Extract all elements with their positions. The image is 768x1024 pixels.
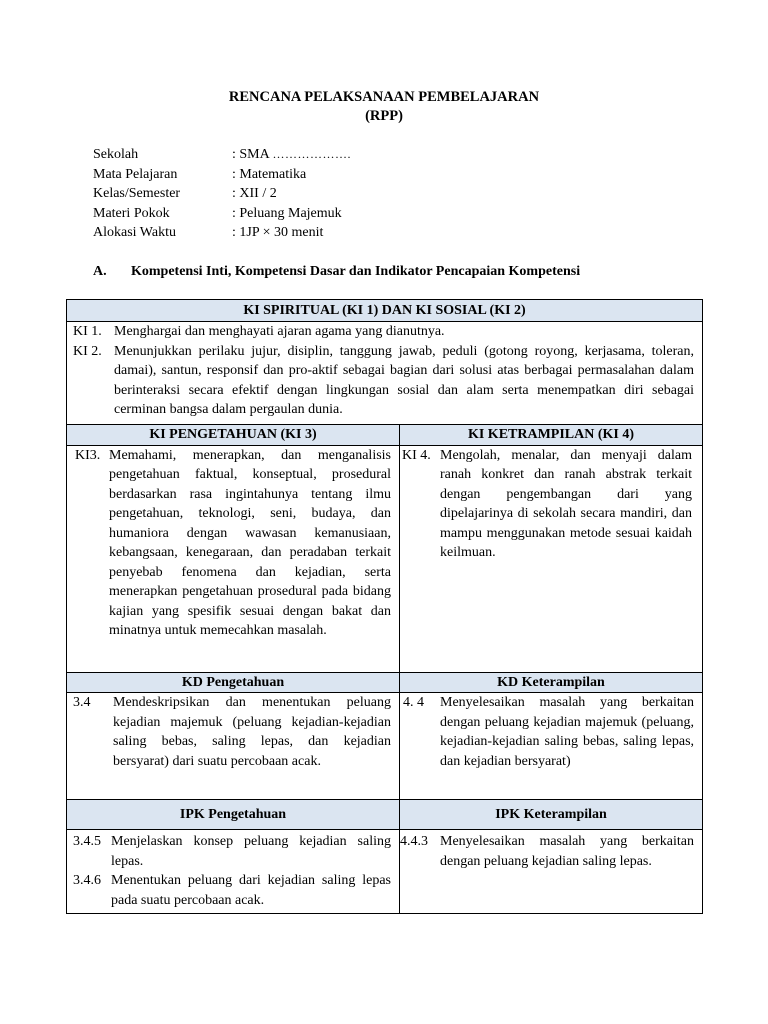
table-row — [67, 445, 703, 672]
table-row — [67, 830, 703, 914]
ki3-item — [75, 446, 391, 641]
document-title — [0, 88, 768, 126]
ki3-text: Memahami, menerapkan, dan menganalisis pengetahuan faktual, konseptual, prosedural berdasarkan rasa ingintahunya tentang ilmu pengetahuan, teknologi, seni, budaya, dan humaniora dengan wawasan kemanusiaan, kebangsaan, kenegaraan, dan peradaban terkait penyebab fenomena dan kejadian, serta menerapkan pengetahuan prosedural pada bidang kajian yang spesifik sesuai dengan bakat dan minatnya untuk memecahkan masalah. — [109, 447, 391, 638]
info-label: Sekolah — [93, 147, 139, 162]
ki3-header: KI PENGETAHUAN (KI 3) — [67, 424, 400, 445]
ki-spiritual-cell — [67, 322, 703, 425]
info-label: Alokasi Waktu — [93, 225, 176, 240]
ipk-4-4-3-text: Menyelesaikan masalah yang berkaitan dengan peluang kejadian saling lepas. — [440, 834, 695, 869]
section-title: Kompetensi Inti, Kompetensi Dasar dan Indikator Pencapaian Kompetensi — [131, 264, 581, 279]
ki3-number: KI3. — [75, 447, 101, 463]
table-row — [67, 424, 703, 445]
info-row-mata-pelajaran — [93, 165, 351, 185]
ki-spiritual-header: KI SPIRITUAL (KI 1) DAN KI SOSIAL (KI 2) — [67, 300, 703, 322]
ki2-number: KI 2. — [73, 343, 102, 359]
kd-keterampilan-header: KD Keterampilan — [400, 672, 703, 693]
info-label: Mata Pelajaran — [93, 166, 178, 182]
info-label: Kelas/Semester — [93, 186, 181, 201]
info-value: : XII / 2 — [232, 186, 277, 201]
info-value: : SMA — [232, 147, 273, 162]
title-line-1: RENCANA PELAKSANAAN PEMBELAJARAN — [228, 89, 540, 105]
ki1-text: Menghargai dan menghayati ajaran agama yang dianutnya. — [114, 324, 445, 339]
table-row — [67, 693, 703, 800]
ki4-number: KI 4. — [402, 447, 431, 463]
ipk-3-4-5-item — [73, 832, 391, 871]
ki4-item — [402, 446, 692, 563]
table-row — [67, 800, 703, 830]
info-value: : Peluang Majemuk — [232, 205, 342, 221]
info-value: : Matematika — [232, 166, 307, 182]
kd-3-4-text: Mendeskripsikan dan menentukan peluang kejadian majemuk (peluang kejadian-kejadian saling bebas, saling lepas, dan kejadian bersyarat) dari suatu percobaan acak. — [113, 695, 391, 769]
info-row-sekolah — [93, 145, 351, 165]
competency-table — [66, 299, 703, 914]
kd-3-4-number: 3.4 — [73, 695, 91, 710]
identity-info — [93, 145, 351, 243]
ipk-pengetahuan-cell — [67, 830, 400, 914]
ipk-4-4-3-item — [400, 832, 694, 871]
info-row-kelas-semester — [93, 184, 351, 204]
ki2-text: Menunjukkan perilaku jujur, disiplin, tanggung jawab, peduli (gotong royong, kerjasama, toleran, damai), santun, responsif dan pro-aktif sebagai bagian dari solusi atas berbagai permasalahan dalam berinteraksi secara efektif dengan lingkungan sosial dan alam serta menempatkan diri sebagai cerminan bangsa dalam pergaulan dunia. — [114, 343, 695, 417]
table-row — [67, 300, 703, 322]
info-row-materi-pokok — [93, 204, 351, 224]
kd-pengetahuan-header: KD Pengetahuan — [67, 672, 400, 693]
ki4-text: Mengolah, menalar, dan menyaji dalam ranah konkret dan ranah abstrak terkait dengan pengembangan dari yang dipelajarinya di sekolah secara mandiri, dan mampu menggunakan metode sesuai kaidah keilmuan. — [440, 447, 693, 560]
kd-keterampilan-cell — [400, 693, 703, 800]
ipk-4-4-3-number: 4.4.3 — [400, 834, 428, 849]
ki3-cell — [67, 445, 400, 672]
ki1-item — [73, 322, 694, 342]
ki2-item — [73, 342, 694, 420]
info-row-alokasi-waktu — [93, 223, 351, 243]
kd-4-4-item — [403, 693, 694, 771]
kd-3-4-item — [73, 693, 391, 771]
ipk-3-4-6-text: Menentukan peluang dari kejadian saling lepas pada suatu percobaan acak. — [111, 873, 391, 908]
kd-4-4-number: 4. 4 — [403, 695, 424, 710]
ipk-3-4-6-number: 3.4.6 — [73, 873, 101, 888]
table-row — [67, 672, 703, 693]
kd-pengetahuan-cell — [67, 693, 400, 800]
section-a-heading — [93, 262, 580, 282]
ipk-3-4-5-text: Menjelaskan konsep peluang kejadian saling lepas. — [111, 834, 391, 869]
title-line-2: (RPP) — [365, 108, 403, 124]
ipk-3-4-6-item — [73, 871, 391, 910]
info-dots: ………………. — [272, 147, 351, 161]
ipk-keterampilan-header: IPK Keterampilan — [400, 800, 703, 830]
ki4-header: KI KETRAMPILAN (KI 4) — [400, 424, 703, 445]
ki4-cell — [400, 445, 703, 672]
ki1-number: KI 1. — [73, 324, 102, 339]
section-letter: A. — [93, 264, 107, 279]
kd-4-4-text: Menyelesaikan masalah yang berkaitan dengan peluang kejadian majemuk (peluang, kejadian-kejadian saling bebas, saling lepas, dan kejadian bersyarat) — [440, 695, 695, 769]
ipk-3-4-5-number: 3.4.5 — [73, 834, 101, 849]
info-label: Materi Pokok — [93, 205, 170, 221]
ipk-pengetahuan-header: IPK Pengetahuan — [67, 800, 400, 830]
info-value: : 1JP × 30 menit — [232, 225, 324, 240]
ipk-keterampilan-cell — [400, 830, 703, 914]
table-row — [67, 322, 703, 425]
